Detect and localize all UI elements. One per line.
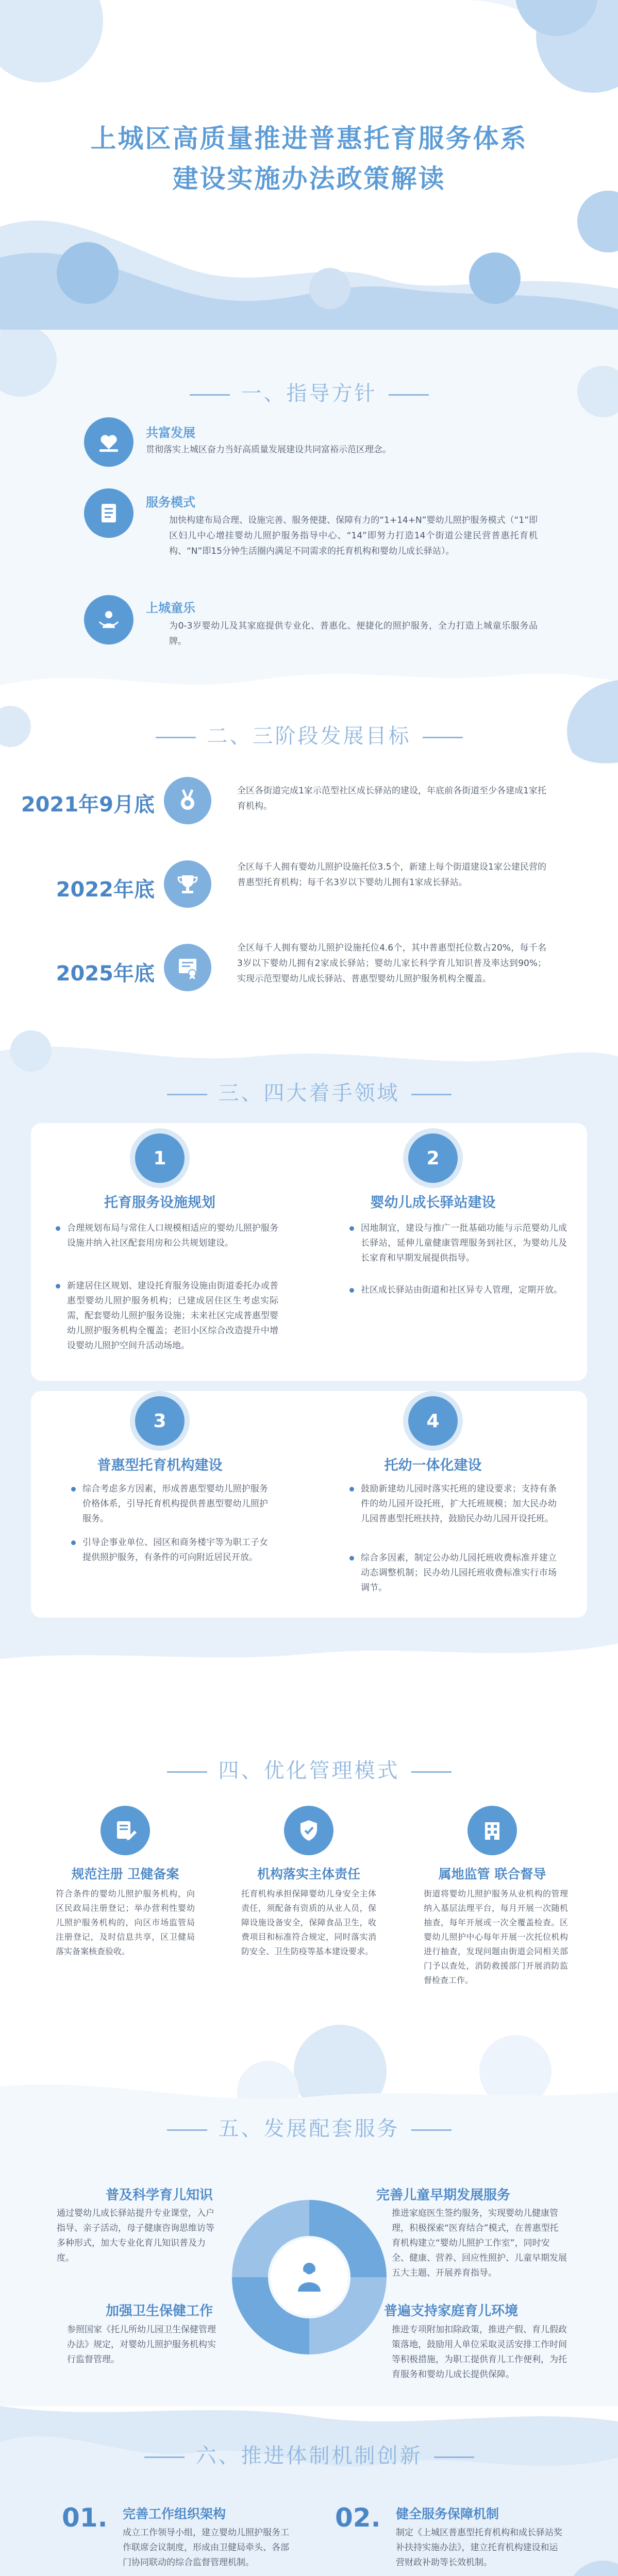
stage1-text: 全区各街道完成1家示范型社区成长驿站的建设，年底前各街道至少各建成1家托育机构。 bbox=[237, 786, 546, 811]
svc-text-1: 通过婴幼儿成长驿站提升专业课堂，入户指导、亲子活动，母子健康咨询思维访等多种形式，加大专业化育儿知识普及力度。 bbox=[57, 2208, 214, 2263]
focus1-bullet1: 合理规划布局与常住人口规模相适应的婴幼儿照护服务设施并纳入社区配套用房和公共规划建设。 bbox=[67, 1221, 278, 1251]
title-line-1: 上城区高质量推进普惠托育服务体系 bbox=[90, 124, 528, 154]
mgmt-title-2: 机构落实主体责任 bbox=[257, 1867, 360, 1882]
svc-title-2: 完善儿童早期发展服务 bbox=[376, 2188, 511, 2203]
title-line-left bbox=[167, 1094, 207, 1095]
focus-title-2: 婴幼儿成长驿站建设 bbox=[370, 1195, 496, 1211]
building-icon bbox=[467, 1806, 517, 1855]
stage1-year: 2021年9月底 bbox=[21, 793, 155, 817]
focus-number-4: 4 bbox=[408, 1396, 458, 1446]
focus3-bullet2: 引导企事业单位、园区和商务楼宇等为职工子女提供照护服务，有条件的可向附近居民开放。 bbox=[82, 1535, 268, 1565]
clipboard-list-icon bbox=[84, 488, 133, 538]
medal-icon bbox=[164, 777, 211, 824]
svc-text-4: 推进专项附加扣除政策，推进产假、育儿假政策落地，鼓励用人单位采取灵活安排工作时间等积极措施，为职工提供育儿工作便利，为托育服务和婴幼儿成长提供保障。 bbox=[392, 2325, 567, 2380]
mgmt-title-3: 属地监管 联合督导 bbox=[438, 1867, 546, 1882]
title-line-right bbox=[411, 1094, 452, 1095]
title-line-left bbox=[190, 394, 230, 396]
stage3-text: 全区每千人拥有婴幼儿照护设施托位4.6个，其中普惠型托位数占20%，每千名3岁以下婴幼儿拥有2家成长驿站；婴幼儿家长科学育儿知识普及率达到90%；实现示范型婴幼儿成长驿站、普惠型婴幼儿照护服务机构全覆盖。 bbox=[237, 943, 546, 984]
svc-title-1: 普及科学育儿知识 bbox=[106, 2188, 213, 2203]
heart-hand-icon bbox=[84, 417, 133, 467]
title-line-right bbox=[423, 737, 463, 738]
mech-title-2: 健全服务保障机制 bbox=[396, 2506, 499, 2521]
focus4-bullet1: 鼓励新建幼儿园时落实托班的建设要求；支持有条件的幼儿园开设托班，扩大托班规模；加大民办幼儿园普惠型托班扶持，鼓励民办幼儿园开设托班。 bbox=[361, 1482, 557, 1527]
svc-text-3: 参照国家《托儿所幼儿园卫生保健管理办法》规定，对婴幼儿照护服务机构实行监督管理。 bbox=[67, 2325, 216, 2365]
section1-item2-text: 加快构建布局合理、设施完善、服务便捷、保障有力的“1+14+N”婴幼儿照护服务模式（“1”即区妇儿中心增挂婴幼儿照护服务指导中心、“14”即努力打造14个街道公建民营普惠托育机构、“N”即15分钟生活圈内满足不同需求的托育机构和婴幼儿成长驿站）。 bbox=[169, 515, 538, 556]
title-line-right bbox=[434, 2456, 474, 2458]
mgmt-text-3: 街道将婴幼儿照护服务从业机构的管理纳入基层法理平台，每月开展一次随机抽查，每年开展或一次全覆盖检查。区婴幼儿照护中心每年开展一次托位机构进行抽查，发现问题由街道会同相关部门予以查处，消防救援部门开展消防监督检查工作。 bbox=[424, 1889, 568, 1985]
mgmt-text-2: 托育机构承担保障婴幼儿身安全主体责任，须配备有资质的从业人员，保障设施设备安全，保障食品卫生，收费项目和标准符合规定，同时落实消防安全、卫生防疫等基本建设要求。 bbox=[241, 1889, 376, 1956]
title-line-right bbox=[411, 1771, 452, 1773]
title-line-right bbox=[389, 394, 429, 396]
title-line-left bbox=[167, 1771, 207, 1773]
section4-title: 四、优化管理模式 bbox=[0, 1754, 618, 1784]
section1-title: 一、指导方针 bbox=[0, 377, 618, 406]
title-line-left bbox=[167, 2129, 207, 2131]
focus3-bullet1: 综合考虑多方因素，形成普惠型婴幼儿照护服务价格体系，引导托育机构提供普惠型婴幼儿照护服务。 bbox=[82, 1482, 268, 1527]
title-line-2: 建设实施办法政策解读 bbox=[172, 164, 446, 194]
svc-title-3: 加强卫生保健工作 bbox=[106, 2303, 213, 2319]
child-care-icon bbox=[84, 595, 133, 645]
mgmt-title-1: 规范注册 卫健备案 bbox=[71, 1867, 179, 1882]
title-line-right bbox=[411, 2129, 452, 2131]
section1-item2-heading: 服务模式 bbox=[146, 495, 195, 510]
section6-title: 六、推进体制机制创新 bbox=[0, 2439, 618, 2469]
section1-item1-text: 贯彻落实上城区奋力当好高质量发展建设共同富裕示范区理念。 bbox=[146, 445, 391, 455]
baby-care-icon bbox=[289, 2257, 330, 2298]
trophy-icon bbox=[164, 860, 211, 908]
focus-number-3: 3 bbox=[135, 1396, 185, 1446]
focus2-bullet1: 因地制宜，建设与推广一批基础功能与示范婴幼儿成长驿站，延伸儿童健康管理服务到社区，为婴幼儿及长家育和早期发展提供指导。 bbox=[361, 1221, 567, 1266]
section1-item3-text: 为0-3岁婴幼儿及其家庭提供专业化、普惠化、便捷化的照护服务，全力打造上城童乐服务品牌。 bbox=[169, 621, 538, 647]
focus4-bullet2: 综合多因素，制定公办幼儿园托班收费标准并建立动态调整机制；民办幼儿园托班收费标准实行市场调节。 bbox=[361, 1551, 557, 1596]
stage3-year: 2025年底 bbox=[56, 962, 155, 986]
section5-title: 五、发展配套服务 bbox=[0, 2112, 618, 2142]
mech-text-1: 成立工作领导小组，建立婴幼儿照护服务工作联席会议制度，形成由卫健局牵头、各部门协同联动的综合监督管理机制。 bbox=[123, 2528, 289, 2568]
stage2-text: 全区每千人拥有婴幼儿照护设施托位3.5个，新建上每个街道建设1家公建民营的普惠型托育机构；每千名3岁以下婴幼儿拥有1家成长驿站。 bbox=[237, 862, 546, 888]
certificate-icon bbox=[164, 944, 211, 991]
shield-icon bbox=[284, 1806, 333, 1855]
focus1-bullet2: 新建居住区规划、建设托育服务设施由街道委托办或普惠型婴幼儿照护服务机构；已建成居住区生考虑实际需，配套婴幼儿照护服务设施；未来社区完成普惠型婴幼儿照护服务机构全覆盖；老旧小区综合改造提升中增设婴幼儿照护空间升活动场地。 bbox=[67, 1279, 278, 1353]
stage2-year: 2022年底 bbox=[56, 878, 155, 902]
page-title bbox=[0, 118, 618, 199]
focus-number-1: 1 bbox=[135, 1133, 185, 1183]
mech-number-1: 01. bbox=[62, 2503, 108, 2533]
section2-title: 二、三阶段发展目标 bbox=[0, 720, 618, 749]
svc-text-2: 推进家庭医生签约服务，实现婴幼儿健康管理，积极探索“医育结合”模式，在普惠型托育机构建立“婴幼儿照护工作室”，同时安全、健康、营养、回应性照护、儿童早期发展五大主题、开展养育指导。 bbox=[392, 2208, 567, 2278]
focus-number-2: 2 bbox=[408, 1133, 458, 1183]
svc-title-4: 普遍支持家庭育儿环境 bbox=[384, 2303, 519, 2319]
mech-title-1: 完善工作组织架构 bbox=[123, 2506, 226, 2521]
section2-decoration bbox=[0, 665, 618, 768]
section1-item3-heading: 上城童乐 bbox=[146, 601, 195, 615]
focus-title-4: 托幼一体化建设 bbox=[384, 1458, 482, 1473]
focus-title-3: 普惠型托育机构建设 bbox=[97, 1458, 223, 1473]
section4-decoration bbox=[0, 1633, 618, 1674]
mech-number-2: 02. bbox=[335, 2503, 381, 2533]
section1-item1-heading: 共富发展 bbox=[146, 426, 195, 440]
register-icon bbox=[101, 1806, 150, 1855]
section3-title: 三、四大着手领域 bbox=[0, 1077, 618, 1106]
focus2-bullet2: 社区成长驿站由街道和社区异专人管理，定期开放。 bbox=[361, 1283, 567, 1298]
title-line-left bbox=[156, 737, 196, 738]
mgmt-text-1: 符合条件的婴幼儿照护服务机构，向区民政局注册登记；举办营利性婴幼儿照护服务机构的，向区市场监管局注册登记，及时信息共享，区卫健局落实备案核查验收。 bbox=[56, 1889, 195, 1956]
title-line-left bbox=[144, 2456, 185, 2458]
mech-text-2: 制定《上城区普惠型托育机构和成长驿站奖补扶持实施办法》，建立托育机构建设和运营财政补助等长效机制。 bbox=[396, 2528, 562, 2568]
focus-title-1: 托育服务设施规划 bbox=[104, 1195, 215, 1211]
